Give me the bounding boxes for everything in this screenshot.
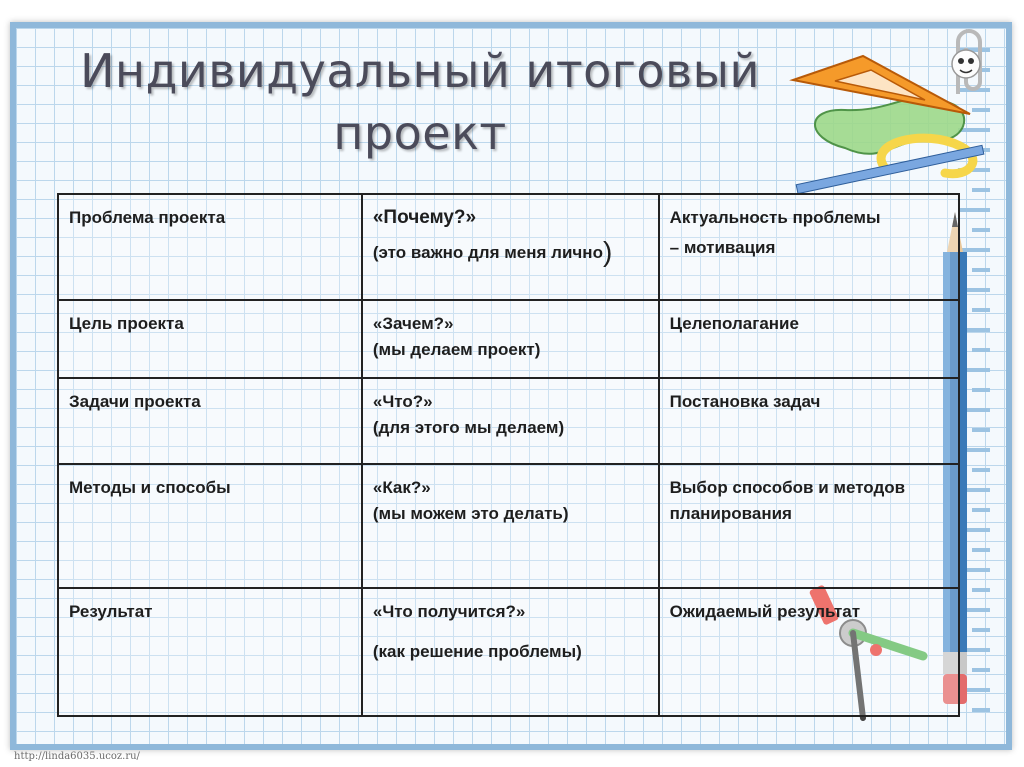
project-table — [57, 193, 960, 717]
title-line-2: проект — [333, 106, 507, 160]
meaning-line: Ожидаемый результат — [669, 602, 861, 621]
source-url[interactable]: http://linda6035.ucoz.ru/ — [14, 751, 140, 762]
row-label-tasks: Задачи проекта — [58, 378, 362, 464]
table-row — [58, 378, 959, 464]
meaning-cell — [659, 464, 959, 588]
question-main: «Зачем?» — [372, 314, 454, 333]
meaning-cell — [659, 588, 959, 716]
meaning-line: Целеполагание — [669, 314, 799, 333]
table-row — [58, 464, 959, 588]
row-label-goal: Цель проекта — [58, 300, 362, 378]
title-line-1: Индивидуальный итоговый — [80, 44, 760, 98]
meaning-line: Актуальность проблемы — [669, 208, 881, 227]
meaning-line: планирования — [669, 504, 792, 523]
table-row — [58, 194, 959, 300]
question-main: «Как?» — [372, 478, 431, 497]
page-title — [60, 40, 780, 164]
question-sub: (для этого мы делаем) — [372, 418, 565, 437]
question-cell — [362, 588, 659, 716]
question-cell — [362, 464, 659, 588]
table-row — [58, 300, 959, 378]
row-label-methods: Методы и способы — [58, 464, 362, 588]
meaning-line: Постановка задач — [669, 392, 821, 411]
question-sub: (как решение проблемы) — [372, 642, 582, 661]
question-cell — [362, 194, 659, 300]
question-sub: (мы делаем проект) — [372, 340, 541, 359]
question-sub: (это важно для меня лично — [372, 243, 603, 262]
meaning-line: – мотивация — [669, 238, 776, 257]
question-paren: ) — [602, 236, 613, 267]
question-main: «Что?» — [372, 392, 433, 411]
question-cell — [362, 300, 659, 378]
triangle-ruler-icon — [785, 48, 990, 198]
question-sub: (мы можем это делать) — [372, 504, 569, 523]
meaning-cell — [659, 194, 959, 300]
row-label-result: Результат — [58, 588, 362, 716]
question-cell — [362, 378, 659, 464]
meaning-cell — [659, 378, 959, 464]
meaning-line: Выбор способов и методов — [669, 478, 906, 497]
question-main: «Почему?» — [372, 207, 477, 228]
table-row — [58, 588, 959, 716]
row-label-problem: Проблема проекта — [58, 194, 362, 300]
question-main: «Что получится?» — [372, 602, 526, 621]
meaning-cell — [659, 300, 959, 378]
